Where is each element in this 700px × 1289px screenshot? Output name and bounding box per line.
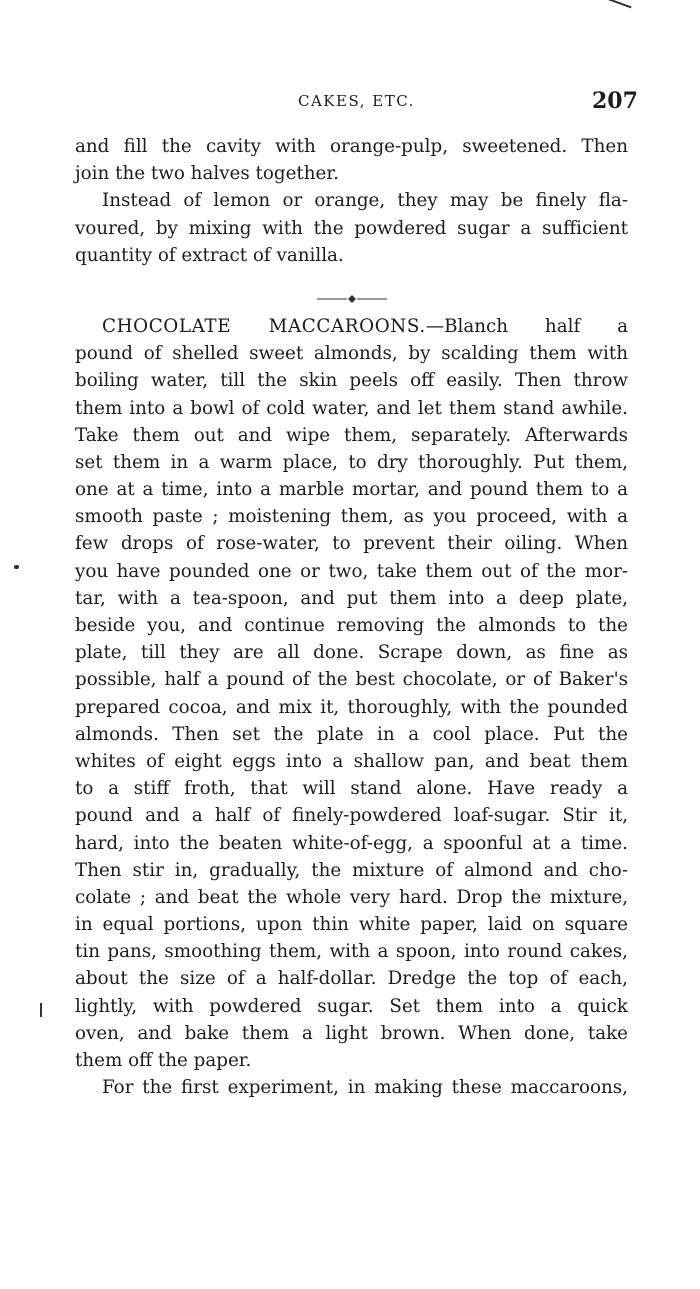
text-line: For the first experiment, in making these maccaroons, <box>102 1077 628 1099</box>
text-line: prepared cocoa, and mix it, thoroughly, with the pounded <box>75 696 628 718</box>
text-line: one at a time, into a marble mortar, and pound them to a <box>75 479 628 501</box>
text-line: possible, half a pound of the best chocolate, or of Baker's <box>75 669 628 691</box>
recipe-first-line-text: —Blanch half a <box>425 315 628 337</box>
text-line: them off the paper. <box>75 1050 252 1071</box>
margin-speck <box>40 1003 42 1017</box>
text-line: and fill the cavity with orange-pulp, sweetened. Then <box>75 136 628 157</box>
text-line: almonds. Then set the plate in a cool place. Put the <box>75 723 628 745</box>
page-number: 207 <box>592 88 638 114</box>
text-line: quantity of extract of vanilla. <box>75 244 344 266</box>
text-line: you have pounded one or two, take them out of the mor- <box>75 560 628 582</box>
corner-mark <box>606 0 631 8</box>
text-line: them into a bowl of cold water, and let them stand awhile. <box>75 397 628 419</box>
text-line: Take them out and wipe them, separately. Afterwards <box>75 424 628 446</box>
text-line: pound of shelled sweet almonds, by scalding them with <box>75 343 628 365</box>
spacer <box>75 269 628 285</box>
text-line: Instead of lemon or orange, they may be finely fla- <box>102 190 628 212</box>
text-line: lightly, with powdered sugar. Set them into a quick <box>75 995 628 1017</box>
divider-ornament-icon <box>317 294 387 304</box>
text-line: pound and a half of finely-powdered loaf-sugar. Stir it, <box>75 805 628 827</box>
text-line: in equal portions, upon thin white paper, laid on square <box>75 914 628 936</box>
text-line: smooth paste ; moistening them, as you proceed, with a <box>75 506 628 528</box>
text-line: boiling water, till the skin peels off easily. Then throw <box>75 370 628 392</box>
text-line: few drops of rose-water, to prevent their oiling. When <box>75 533 628 555</box>
text-line: hard, into the beaten white-of-egg, a spoonful at a time. <box>75 832 628 854</box>
text-line: set them in a warm place, to dry thoroughly. Put them, <box>75 451 628 473</box>
text-line: voured, by mixing with the powdered sugar a sufficient <box>75 217 628 239</box>
paragraph-first-experiment <box>75 1074 628 1101</box>
running-title: CAKES, ETC. <box>298 92 415 110</box>
text-line: colate ; and beat the whole very hard. Drop the mixture, <box>75 886 628 908</box>
text-line: whites of eight eggs into a shallow pan, and beat them <box>75 750 628 772</box>
text-line: tin pans, smoothing them, with a spoon, into round cakes, <box>75 941 628 963</box>
text-line: beside you, and continue removing the almonds to the <box>75 615 628 636</box>
section-divider-ornament <box>75 285 628 313</box>
text-line: plate, till they are all done. Scrape down, as fine as <box>75 642 628 664</box>
recipe-chocolate-maccaroons <box>75 313 628 1074</box>
recipe-first-line <box>75 313 628 340</box>
text-line: join the two halves together. <box>75 163 339 185</box>
text-line: Then stir in, gradually, the mixture of almond and cho- <box>75 859 628 881</box>
running-head <box>0 88 700 116</box>
body-text <box>75 133 628 1101</box>
paragraph-vanilla <box>75 187 628 269</box>
margin-speck <box>14 565 19 569</box>
text-line: oven, and bake them a light brown. When done, take <box>75 1022 628 1044</box>
text-line: about the size of a half-dollar. Dredge the top of each, <box>75 968 628 990</box>
text-line: to a stiff froth, that will stand alone. Have ready a <box>75 778 628 800</box>
text-line: tar, with a tea-spoon, and put them into a deep plate, <box>75 587 628 609</box>
recipe-heading: CHOCOLATE MACCAROONS. <box>102 315 426 337</box>
paragraph-continuation <box>75 133 628 187</box>
